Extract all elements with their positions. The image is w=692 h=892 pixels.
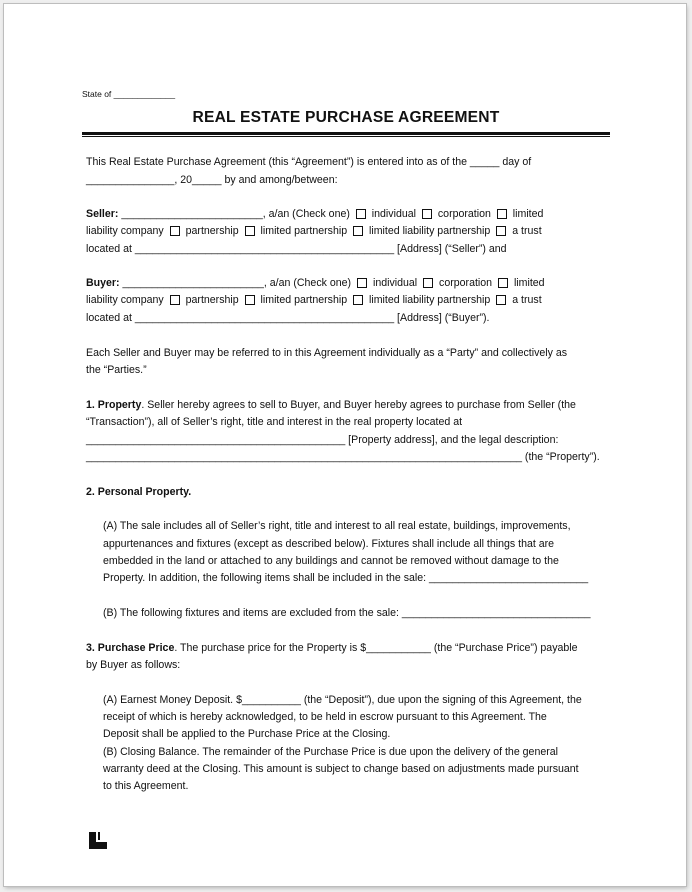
document-title: REAL ESTATE PURCHASE AGREEMENT <box>192 109 500 126</box>
buyer-individual-label: individual <box>372 277 418 289</box>
seller-line-2 <box>86 225 542 238</box>
price-b-line-1: (B) Closing Balance. The remainder of the Purchase Price is due upon the delivery of the general <box>103 746 559 758</box>
buyer-line-3: located at ____________________________________________ [Address] (“Buyer”). <box>86 312 490 324</box>
seller-name-blank: ________________________, a/an (Check one) <box>118 208 350 220</box>
seller-corporation-checkbox[interactable] <box>422 209 432 219</box>
seller-trust-label: a trust <box>512 225 542 237</box>
buyer-corporation-label: corporation <box>439 277 493 289</box>
buyer-llc-checkbox[interactable] <box>498 278 508 288</box>
price-line-1-text: . The purchase price for the Property is $___________ (the “Purchase Price”) payable <box>174 642 578 654</box>
price-b-line-3: to this Agreement. <box>103 780 189 792</box>
intro-line-1: This Real Estate Purchase Agreement (this “Agreement”) is entered into as of the _____ day of <box>86 156 532 168</box>
personal-b-line-1: (B) The following fixtures and items are excluded from the sale: ________________________________ <box>103 607 591 619</box>
buyer-partnership-checkbox[interactable] <box>170 295 180 305</box>
seller-partnership-checkbox[interactable] <box>170 226 180 236</box>
buyer-line-2 <box>86 294 542 307</box>
buyer-line-1 <box>86 277 545 290</box>
buyer-llc-label: limited <box>513 277 545 289</box>
personal-a-line-3: embedded in the land or attached to any buildings and cannot be removed without damage to the <box>103 555 559 567</box>
price-line-1 <box>86 642 578 655</box>
buyer-limited-partnership-label: limited partnership <box>260 294 348 306</box>
buyer-llp-label: limited liability partnership <box>369 294 491 306</box>
buyer-name-blank: ________________________, a/an (Check one) <box>119 277 352 289</box>
lawdistrict-logo-icon <box>89 832 107 849</box>
seller-llc-label-cont: liability company <box>86 225 164 237</box>
property-line-1 <box>86 399 576 412</box>
document-page <box>4 4 686 886</box>
property-line-2: “Transaction”), all of Seller’s right, title and interest in the real property located at <box>86 416 463 428</box>
personal-property-heading: 2. Personal Property. <box>86 486 192 498</box>
buyer-llp-checkbox[interactable] <box>353 295 363 305</box>
seller-individual-checkbox[interactable] <box>356 209 366 219</box>
property-heading: 1. Property <box>86 399 142 411</box>
buyer-trust-checkbox[interactable] <box>496 295 506 305</box>
parties-line-2: the “Parties.” <box>86 364 147 376</box>
price-b-line-2: warranty deed at the Closing. This amount is subject to change based on adjustments made pursuant <box>103 763 579 775</box>
buyer-corporation-checkbox[interactable] <box>423 278 433 288</box>
buyer-partnership-label: partnership <box>185 294 239 306</box>
seller-individual-label: individual <box>371 208 416 220</box>
buyer-label: Buyer: <box>86 277 120 289</box>
price-a-line-2: receipt of which is hereby acknowledged, to be held in escrow pursuant to this Agreement. The <box>103 711 547 723</box>
seller-llp-checkbox[interactable] <box>353 226 363 236</box>
seller-limited-partnership-checkbox[interactable] <box>245 226 255 236</box>
state-of-field: State of _____________ <box>82 89 176 99</box>
property-line-4: __________________________________________________________________________ (the “Property”). <box>86 451 600 463</box>
personal-a-line-4: Property. In addition, the following items shall be included in the sale: ___________________________ <box>103 572 589 584</box>
seller-label: Seller: <box>86 208 119 220</box>
seller-llc-label: limited <box>512 208 544 220</box>
seller-trust-checkbox[interactable] <box>496 226 506 236</box>
seller-partnership-label: partnership <box>185 225 239 237</box>
seller-limited-partnership-label: limited partnership <box>260 225 348 237</box>
seller-llp-label: limited liability partnership <box>369 225 491 237</box>
seller-llc-checkbox[interactable] <box>497 209 507 219</box>
title-rule-thick <box>82 132 610 135</box>
price-a-line-3: Deposit shall be applied to the Purchase Price at the Closing. <box>103 728 391 740</box>
seller-line-1 <box>86 208 543 221</box>
buyer-individual-checkbox[interactable] <box>357 278 367 288</box>
price-heading: 3. Purchase Price <box>86 642 175 654</box>
buyer-trust-label: a trust <box>512 294 542 306</box>
price-line-2: by Buyer as follows: <box>86 659 181 671</box>
property-line-1-text: . Seller hereby agrees to sell to Buyer, and Buyer hereby agrees to purchase from Seller (the <box>141 399 576 411</box>
seller-line-3: located at ____________________________________________ [Address] (“Seller”) and <box>86 243 507 255</box>
seller-corporation-label: corporation <box>437 208 491 220</box>
personal-a-line-1: (A) The sale includes all of Seller’s right, title and interest to all real estate, buildings, improvements, <box>103 520 571 532</box>
title-rule-thin <box>82 136 610 137</box>
personal-a-line-2: appurtenances and fixtures (except as described below). Fixtures shall include all things that are <box>103 538 555 550</box>
intro-line-2: _______________, 20_____ by and among/between: <box>86 174 338 186</box>
buyer-limited-partnership-checkbox[interactable] <box>245 295 255 305</box>
buyer-llc-label-cont: liability company <box>86 294 164 306</box>
price-a-line-1: (A) Earnest Money Deposit. $__________ (the “Deposit”), due upon the signing of this Agreement, the <box>103 694 582 706</box>
parties-line-1: Each Seller and Buyer may be referred to in this Agreement individually as a “Party” and collectively as <box>86 347 568 359</box>
property-line-3: ____________________________________________ [Property address], and the legal description: <box>86 434 559 446</box>
